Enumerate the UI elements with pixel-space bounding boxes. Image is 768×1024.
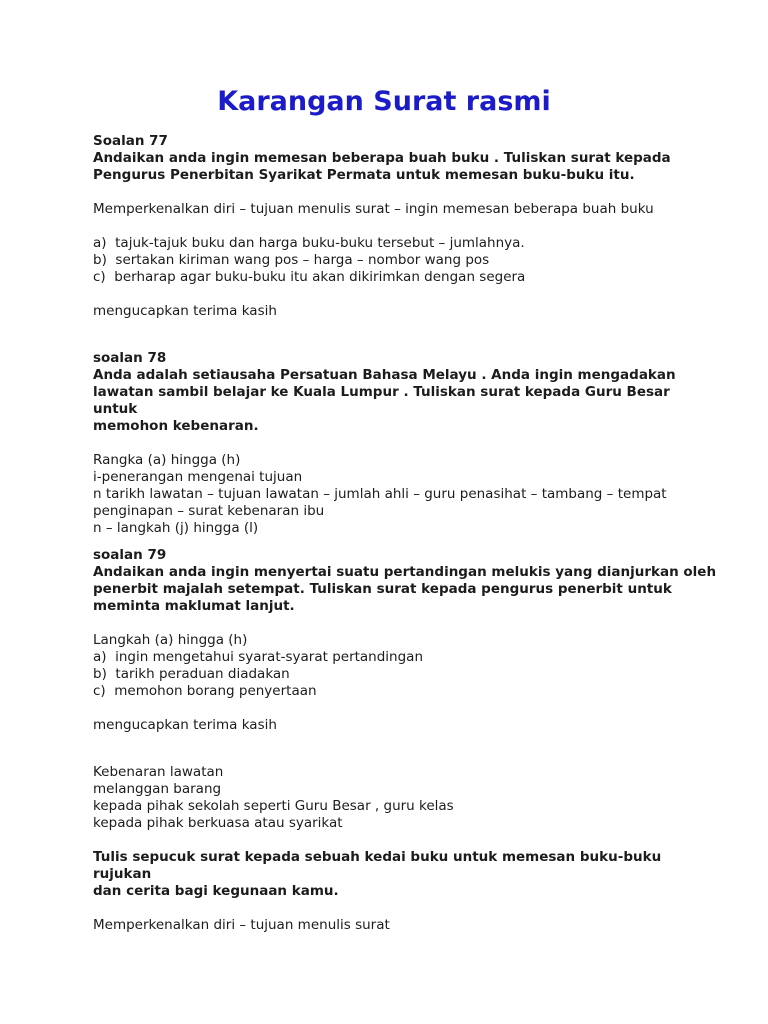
spacer: [93, 320, 718, 350]
soalan-78-task-line: Anda adalah setiausaha Persatuan Bahasa Melayu . Anda ingin mengadakan: [93, 367, 676, 383]
soalan-77-task-line: Pengurus Penerbitan Syarikat Permata untuk memesan buku-buku itu.: [93, 167, 635, 183]
soalan-79-task-line: meminta maklumat lanjut.: [93, 598, 295, 614]
soalan-79-point: b) tarikh peraduan diadakan: [93, 666, 290, 682]
soalan-79-point: c) memohon borang penyertaan: [93, 683, 317, 699]
soalan-78-outline-line: n – langkah (j) hingga (l): [93, 520, 259, 536]
note-line: kepada pihak sekolah seperti Guru Besar , guru kelas: [93, 798, 454, 814]
soalan-78-task-line: lawatan sambil belajar ke Kuala Lumpur . Tuliskan surat kepada Guru Besar untuk: [93, 384, 675, 417]
soalan-79-outline-heading: Langkah (a) hingga (h): [93, 632, 248, 648]
spacer: [93, 218, 718, 235]
spacer: [93, 700, 718, 717]
note-line: kepada pihak berkuasa atau syarikat: [93, 815, 343, 831]
note-line: melanggan barang: [93, 781, 222, 797]
soalan-78-outline-line: penginapan – surat kebenaran ibu: [93, 503, 325, 519]
spacer: [93, 900, 718, 917]
final-task-line: Tulis sepucuk surat kepada sebuah kedai buku untuk memesan buku-buku rujukan: [93, 849, 666, 882]
footer-note: Memperkenalkan diri – tujuan menulis surat: [93, 917, 390, 933]
soalan-78-outline-line: i-penerangan mengenai tujuan: [93, 469, 303, 485]
spacer: [93, 734, 718, 764]
soalan-77-point: a) tajuk-tajuk buku dan harga buku-buku tersebut – jumlahnya.: [93, 235, 525, 251]
document-body: [93, 133, 718, 934]
soalan-79-heading: soalan 79: [93, 547, 167, 563]
spacer: [93, 832, 718, 849]
soalan-77-intro: Memperkenalkan diri – tujuan menulis surat – ingin memesan beberapa buah buku: [93, 201, 654, 217]
soalan-78-outline-line: Rangka (a) hingga (h): [93, 452, 241, 468]
spacer: [93, 615, 718, 632]
spacer: [93, 537, 718, 547]
note-line: Kebenaran lawatan: [93, 764, 224, 780]
soalan-77-point: c) berharap agar buku-buku itu akan dikirimkan dengan segera: [93, 269, 526, 285]
soalan-79-closing: mengucapkan terima kasih: [93, 717, 277, 733]
soalan-78-outline-line: n tarikh lawatan – tujuan lawatan – jumlah ahli – guru penasihat – tambang – tempat: [93, 486, 667, 502]
page-title: Karangan Surat rasmi: [217, 86, 551, 117]
spacer: [93, 286, 718, 303]
soalan-77-heading: Soalan 77: [93, 133, 168, 149]
spacer: [93, 184, 718, 201]
soalan-79-task-line: Andaikan anda ingin menyertai suatu pertandingan melukis yang dianjurkan oleh: [93, 564, 717, 580]
soalan-77-point: b) sertakan kiriman wang pos – harga – nombor wang pos: [93, 252, 490, 268]
soalan-77-closing: mengucapkan terima kasih: [93, 303, 277, 319]
soalan-78-heading: soalan 78: [93, 350, 167, 366]
soalan-77-task-line: Andaikan anda ingin memesan beberapa buah buku . Tuliskan surat kepada: [93, 150, 671, 166]
spacer: [93, 435, 718, 452]
final-task-line: dan cerita bagi kegunaan kamu.: [93, 883, 339, 899]
soalan-78-task-line: memohon kebenaran.: [93, 418, 259, 434]
soalan-79-point: a) ingin mengetahui syarat-syarat pertandingan: [93, 649, 424, 665]
soalan-79-task-line: penerbit majalah setempat. Tuliskan surat kepada pengurus penerbit untuk: [93, 581, 672, 597]
